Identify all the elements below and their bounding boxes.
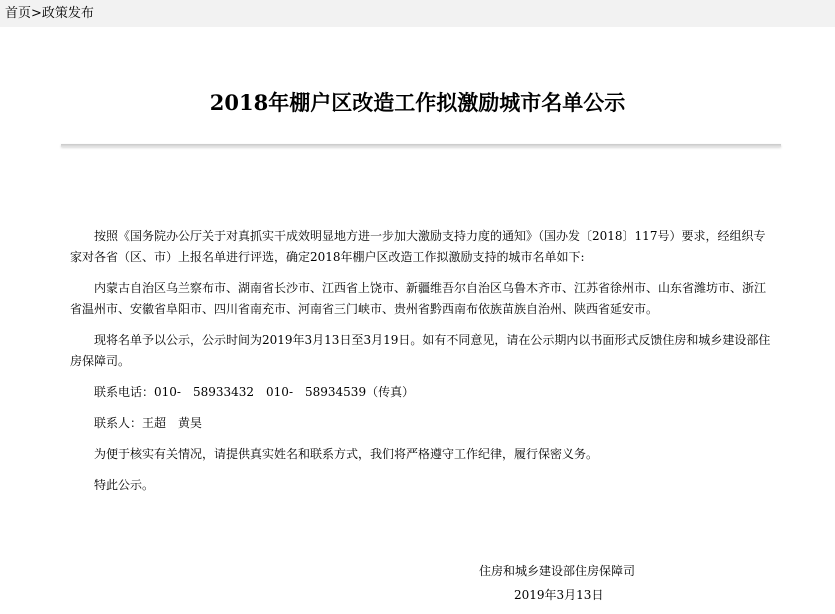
paragraph-closing: 特此公示。	[94, 478, 155, 492]
paragraph-privacy: 为便于核实有关情况，请提供真实姓名和联系方式，我们将严格遵守工作纪律，履行保密义务。	[94, 447, 599, 461]
paragraph-contact-person: 联系人：王超 黄昊	[94, 416, 203, 430]
breadcrumb-separator: >	[31, 6, 42, 21]
breadcrumb-home-link[interactable]: 首页	[5, 6, 32, 21]
breadcrumb-section-link[interactable]: 政策发布	[41, 6, 94, 21]
signature-date: 2019年3月13日	[514, 588, 604, 602]
page-title: 2018年棚户区改造工作拟激励城市名单公示	[209, 90, 626, 115]
paragraph-contact-phone: 联系电话：010- 58933432 010- 58934539（传真）	[94, 385, 415, 399]
article-body	[70, 226, 774, 506]
paragraph-notice-period: 现将名单予以公示，公示时间为2019年3月13日至3月19日。如有不同意见，请在公示期内以书面形式反馈住房和城乡建设部住房保障司。	[70, 333, 771, 368]
title-divider	[61, 144, 781, 147]
paragraph-city-list: 内蒙古自治区乌兰察布市、湖南省长沙市、江西省上饶市、新疆维吾尔自治区乌鲁木齐市、江苏省徐州市、山东省潍坊市、浙江省温州市、安徽省阜阳市、四川省南充市、河南省三门峡市、贵州省黔西南布依族苗族自治州、陕西省延安市。	[70, 281, 767, 316]
paragraph-basis: 按照《国务院办公厅关于对真抓实干成效明显地方进一步加大激励支持力度的通知》（国办发〔2018〕117号）要求，经组织专家对各省（区、市）上报名单进行评选，确定2018年棚户区改造工作拟激励支持的城市名单如下:	[70, 229, 766, 264]
breadcrumb	[0, 0, 835, 27]
signature-organization: 住房和城乡建设部住房保障司	[479, 564, 636, 578]
